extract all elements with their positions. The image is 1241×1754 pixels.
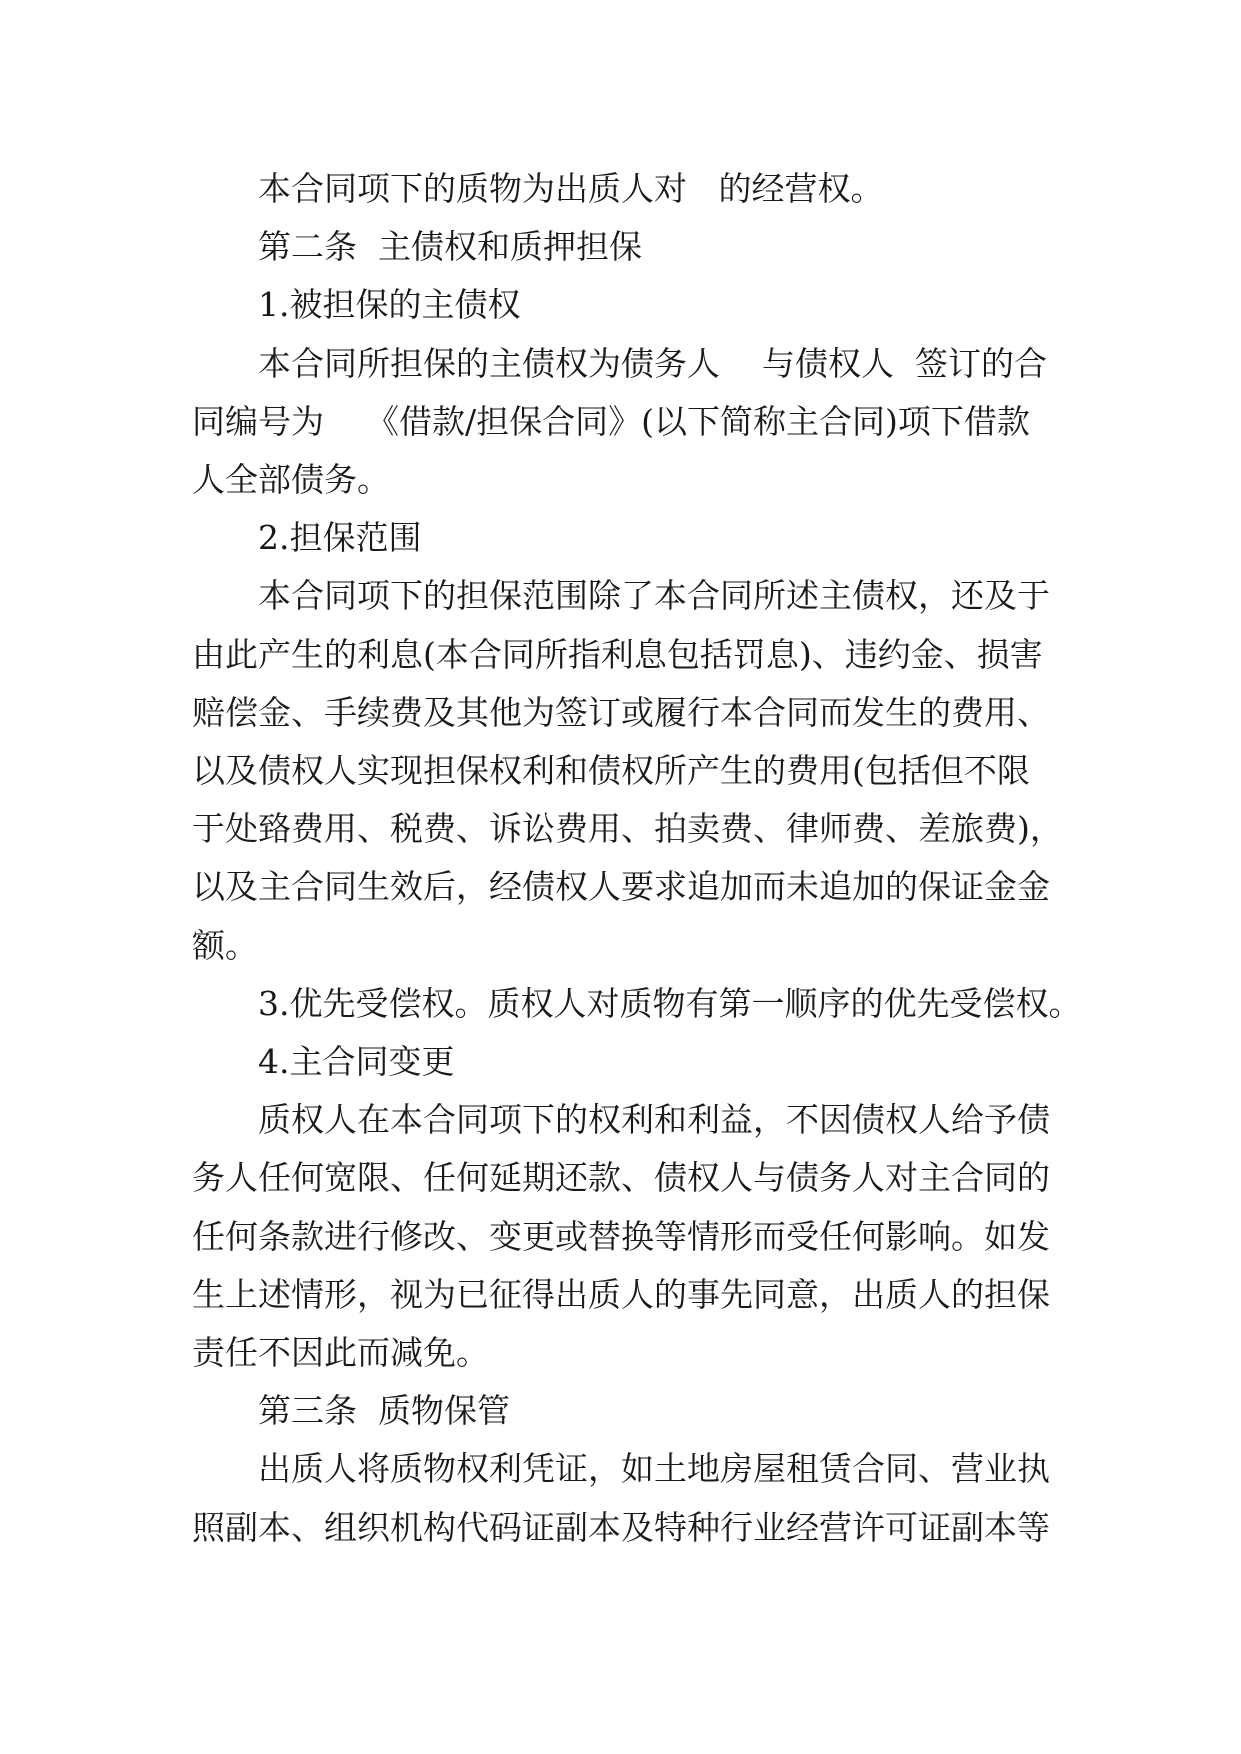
text-line: 本合同所担保的主债权为债务人 与债权人 签订的合 (258, 343, 1047, 383)
text-line: 出质人将质物权利凭证，如土地房屋租赁合同、营业执 (258, 1449, 1050, 1489)
subheading-1: 1.被担保的主债权 (258, 285, 521, 325)
section-heading-3: 第三条 质物保管 (258, 1391, 510, 1431)
text-line: 责任不因此而减免。 (192, 1333, 489, 1373)
text-line: 以及债权人实现担保权利和债权所产生的费用(包括但不限 (192, 751, 1030, 791)
text-line: 赔偿金、手续费及其他为签订或履行本合同而发生的费用、 (192, 692, 1050, 732)
text-line: 本合同项下的质物为出质人对 的经营权。 (258, 169, 884, 208)
document-body (192, 160, 1082, 1557)
text-line: 任何条款进行修改、变更或替换等情形而受任何影响。如发 (192, 1216, 1050, 1256)
text-line: 同编号为 《借款/担保合同》(以下简称主合同)项下借款 (192, 401, 1030, 441)
text-line: 务人任何宽限、任何延期还款、债权人与债务人对主合同的 (192, 1158, 1050, 1198)
text-line: 本合同项下的担保范围除了本合同所述主债权，还及于 (258, 576, 1050, 616)
section-heading-2: 第二条 主债权和质押担保 (258, 227, 642, 267)
subheading-3: 3.优先受偿权。质权人对质物有第一顺序的优先受偿权。 (258, 983, 1082, 1023)
text-line: 生上述情形，视为已征得出质人的事先同意，出质人的担保 (192, 1274, 1050, 1314)
text-line: 人全部债务。 (192, 460, 390, 500)
text-line: 额。 (192, 925, 258, 965)
text-line: 由此产生的利息(本合同所指利息包括罚息)、违约金、损害 (192, 634, 1043, 674)
subheading-4: 4.主合同变更 (258, 1042, 455, 1082)
text-line: 以及主合同生效后，经债权人要求追加而未追加的保证金金 (192, 867, 1050, 907)
text-line: 照副本、组织机构代码证副本及特种行业经营许可证副本等 (192, 1507, 1050, 1547)
text-line: 于处臵费用、税费、诉讼费用、拍卖费、律师费、差旅费)， (192, 809, 1063, 849)
text-line: 质权人在本合同项下的权利和利益，不因债权人给予债 (258, 1100, 1050, 1140)
subheading-2: 2.担保范围 (258, 518, 422, 558)
